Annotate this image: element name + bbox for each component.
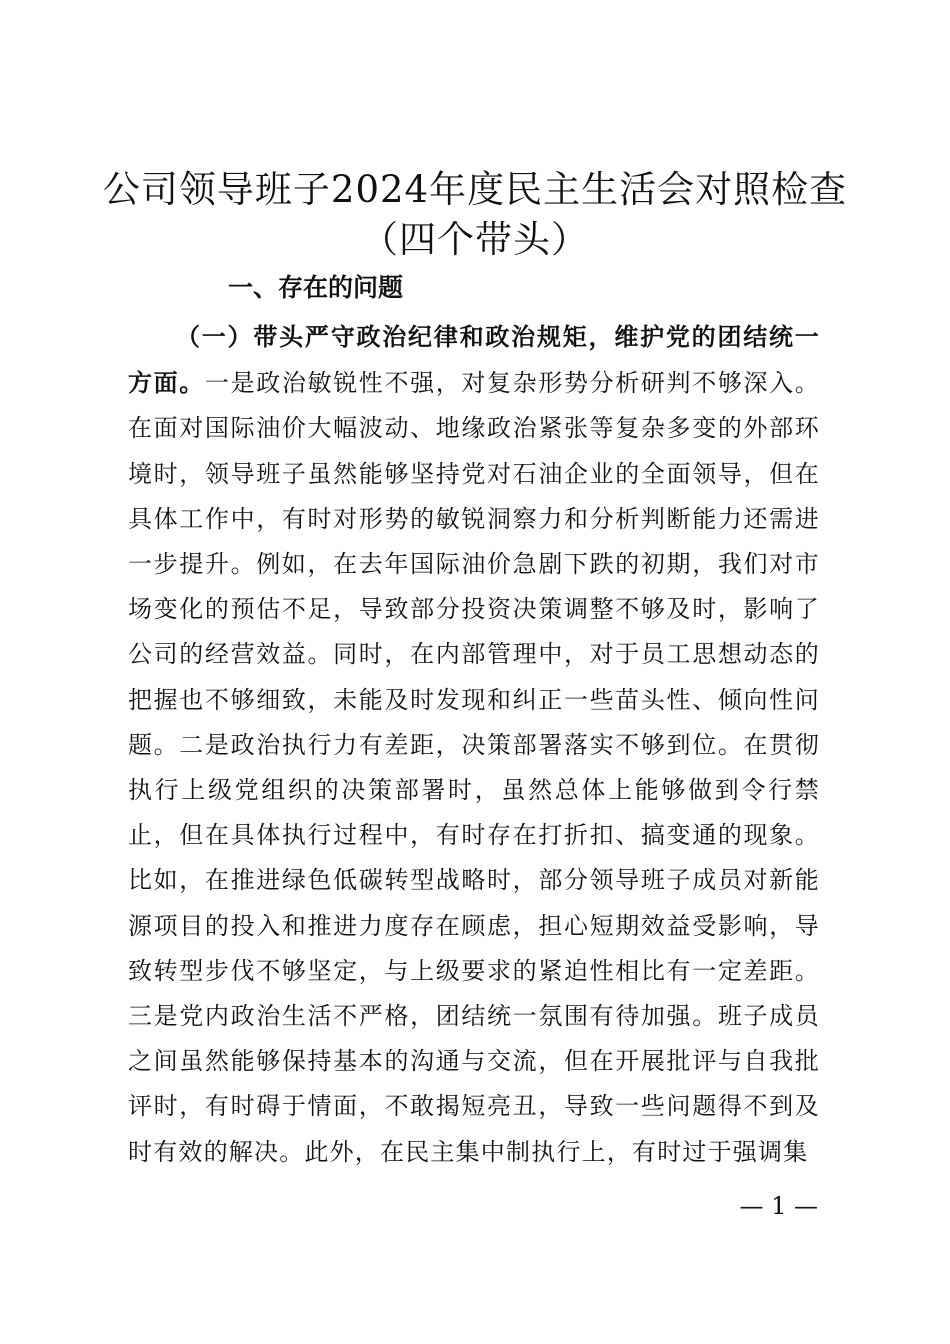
page-number: — 1 — (739, 1192, 818, 1220)
paragraph-body: 一是政治敏锐性不强，对复杂形势分析研判不够深入。在面对国际油价大幅波动、地缘政治紧张等复杂多变的外部环境时，领导班子虽然能够坚持党对石油企业的全面领导，但在具体工作中，有时对形势的敏锐洞察力和分析判断能力还需进一步提升。例如，在去年国际油价急剧下跌的初期，我们对市场变化的预估不足，导致部分投资决策调整不够及时，影响了公司的经营效益。同时，在内部管理中，对于员工思想动态的把握也不够细致，未能及时发现和纠正一些苗头性、倾向性问题。二是政治执行力有差距，决策部署落实不够到位。在贯彻执行上级党组织的决策部署时，虽然总体上能够做到令行禁止，但在具体执行过程中，有时存在打折扣、搞变通的现象。比如，在推进绿色低碳转型战略时，部分领导班子成员对新能源项目的投入和推进力度存在顾虑，担心短期效益受影响，导致转型步伐不够坚定，与上级要求的紧迫性相比有一定差距。三是党内政治生活不严格，团结统一氛围有待加强。班子成员之间虽然能够保持基本的沟通与交流，但在开展批评与自我批评时，有时碍于情面，不敢揭短亮丑，导致一些问题得不到及时有效的解决。此外，在民主集中制执行上，有时过于强调集 (128, 369, 820, 1166)
document-subtitle: （四个带头） (361, 218, 589, 261)
paragraph-political-discipline (128, 314, 820, 1175)
section-heading: 一、存在的问题 (228, 273, 404, 302)
paragraph-lead: （一）带头严守政治纪律和政治规矩，维护党的团结统一方面。 (128, 322, 820, 398)
document-title: 公司领导班子2024年度民主生活会对照检查 (102, 168, 848, 211)
